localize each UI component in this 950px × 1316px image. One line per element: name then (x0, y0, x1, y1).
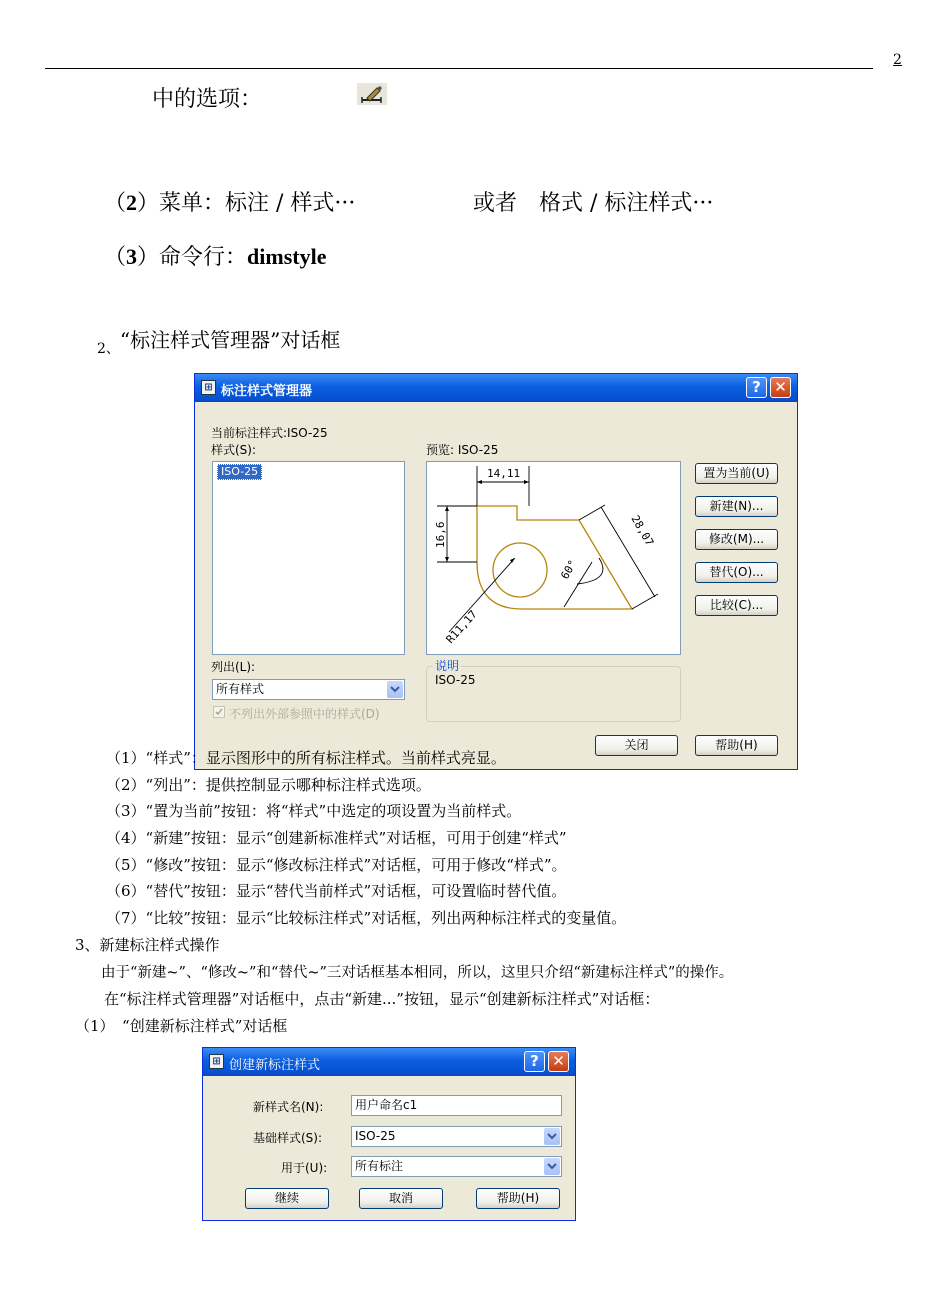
autocad-app-icon: ⊞ (201, 380, 216, 395)
description-value: ISO-25 (435, 673, 476, 687)
page-number: 2 (893, 52, 902, 68)
new-button[interactable]: 新建(N)... (695, 496, 778, 517)
dim-left-text: 16,6 (434, 521, 447, 548)
dim-angle-text: 60° (558, 557, 580, 582)
dim-right-text: 28,07 (628, 513, 657, 549)
dim-radius-text: R11,17 (443, 607, 480, 647)
menu-line: （2）菜单：标注 / 样式··· (104, 190, 356, 216)
command-line: （3）命令行：dimstyle (104, 244, 327, 270)
close-button[interactable]: 关闭 (595, 735, 678, 756)
dimension-style-tool-icon (357, 83, 387, 105)
base-style-select[interactable] (351, 1126, 562, 1147)
menu-line-alt: 或者 格式 / 标注样式··· (473, 191, 714, 216)
override-button[interactable]: 替代(O)... (695, 562, 778, 583)
list-item: （4）“新建”按钮：显示“创建新标准样式”对话框，可用于创建“样式” (106, 829, 567, 847)
exclude-xref-checkbox[interactable] (213, 706, 225, 718)
list-item: （7）“比较”按钮：显示“比较标注样式”对话框，列出两种标注样式的变量值。 (106, 909, 627, 927)
dim-top-text: 14,11 (487, 467, 521, 480)
set-current-button[interactable]: 置为当前(U) (695, 463, 778, 484)
list-select[interactable] (212, 679, 405, 700)
list-item: （3）“置为当前”按钮：将“样式”中选定的项设置为当前样式。 (106, 802, 522, 820)
preview-label: 预览: ISO-25 (426, 443, 499, 457)
section-heading: 2、“标注样式管理器”对话框 (97, 328, 341, 357)
help-icon[interactable]: ? (746, 377, 767, 398)
new-name-input[interactable]: 用户命名c1 (351, 1095, 562, 1116)
dim-style-manager-dialog (194, 373, 798, 770)
titlebar (203, 1048, 575, 1076)
header-rule (45, 68, 873, 69)
compare-button[interactable]: 比较(C)... (695, 595, 778, 616)
styles-label: 样式(S): (211, 443, 257, 457)
options-line: 中的选项： (152, 87, 263, 112)
style-list-item[interactable]: ISO-25 (217, 464, 262, 480)
help-button[interactable]: 帮助(H) (476, 1188, 560, 1209)
exclude-xref-label: 不列出外部参照中的样式(D) (229, 707, 380, 721)
sub-heading: （1） “创建新标注样式”对话框 (75, 1017, 288, 1035)
base-style-label: 基础样式(S): (253, 1131, 323, 1145)
help-button[interactable]: 帮助(H) (695, 735, 778, 756)
titlebar (195, 374, 797, 402)
create-dim-style-dialog (202, 1047, 576, 1221)
paragraph: 由于“新建~”、“修改~”和“替代~”三对话框基本相同，所以，这里只介绍“新建标注样式”的操作。 (101, 965, 734, 981)
autocad-app-icon: ⊞ (209, 1054, 224, 1069)
section3-heading: 3、新建标注样式操作 (75, 936, 220, 954)
list-label: 列出(L): (211, 660, 256, 674)
cancel-button[interactable]: 取消 (359, 1188, 443, 1209)
new-name-label: 新样式名(N): (253, 1100, 324, 1114)
list-item: （1）“样式”：显示图形中的所有标注样式。当前样式亮显。 (106, 749, 506, 767)
current-style-label: 当前标注样式:ISO-25 (211, 426, 328, 440)
list-item: （2）“列出”：提供控制显示哪种标注样式选项。 (106, 776, 431, 794)
help-icon[interactable]: ? (524, 1051, 545, 1072)
use-for-select[interactable] (351, 1156, 562, 1177)
dialog-title: 标注样式管理器 (221, 384, 313, 399)
use-for-label: 用于(U): (281, 1161, 328, 1175)
chevron-down-icon[interactable] (544, 1158, 560, 1175)
close-icon[interactable]: ✕ (770, 377, 791, 398)
base-style-value: ISO-25 (355, 1129, 396, 1143)
list-item: （6）“替代”按钮：显示“替代当前样式”对话框，可设置临时替代值。 (106, 882, 567, 900)
continue-button[interactable]: 继续 (245, 1188, 329, 1209)
description-label: 说明 (435, 659, 460, 673)
list-select-value: 所有样式 (216, 682, 265, 696)
use-for-value: 所有标注 (355, 1159, 404, 1173)
preview-pane (426, 461, 681, 655)
chevron-down-icon[interactable] (544, 1128, 560, 1145)
modify-button[interactable]: 修改(M)... (695, 529, 778, 550)
close-icon[interactable]: ✕ (548, 1051, 569, 1072)
list-item: （5）“修改”按钮：显示“修改标注样式”对话框，可用于修改“样式”。 (106, 856, 567, 874)
dialog-title: 创建新标注样式 (229, 1058, 321, 1073)
styles-listbox[interactable] (212, 461, 405, 655)
chevron-down-icon[interactable] (387, 681, 403, 698)
paragraph: 在“标注样式管理器”对话框中，点击“新建...”按钮，显示“创建新标注样式”对话框： (104, 990, 660, 1008)
